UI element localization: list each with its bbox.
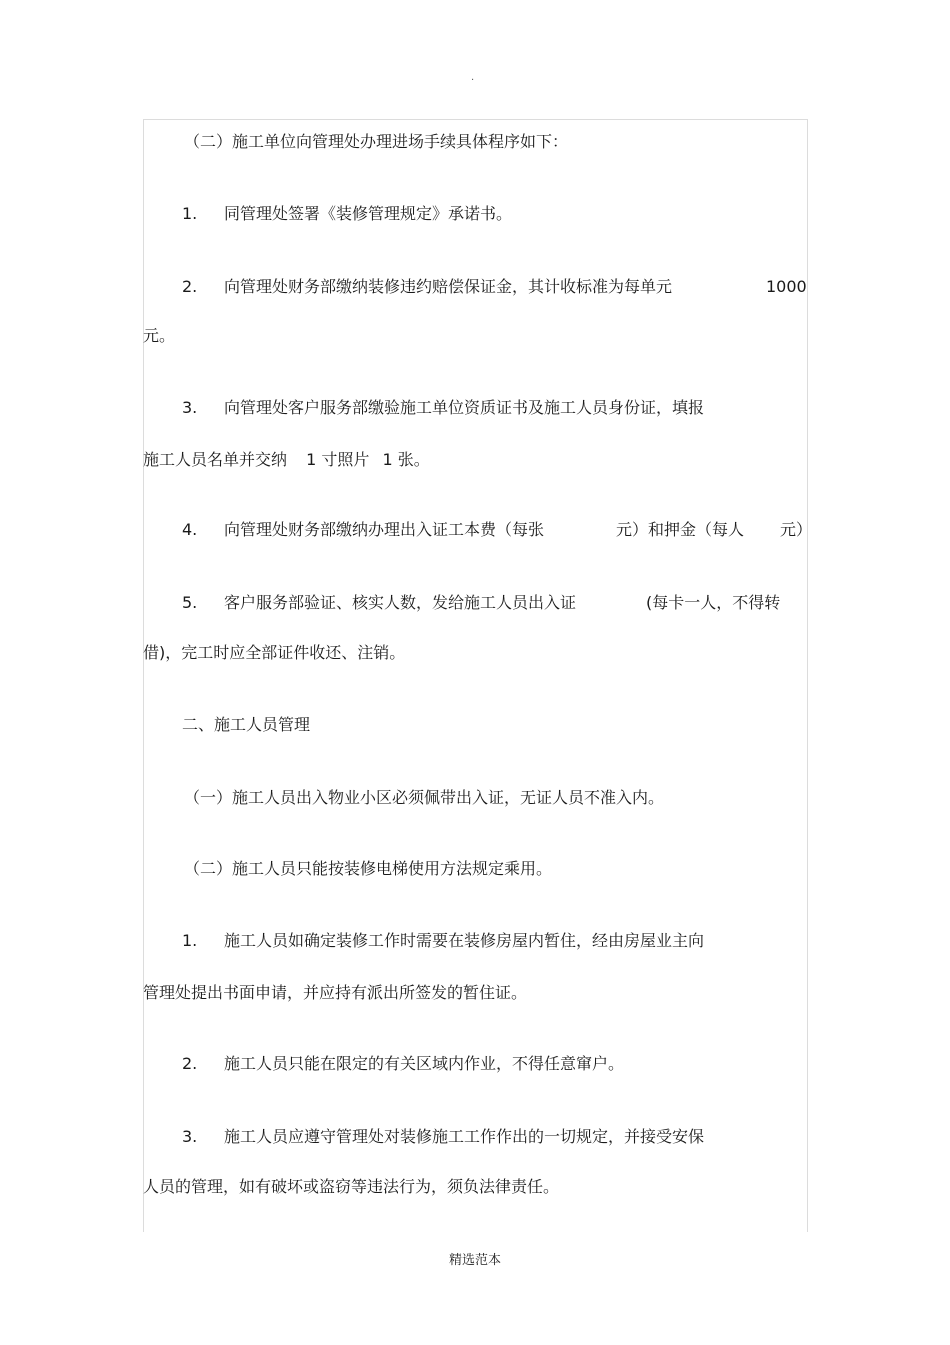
item-text: 向管理处财务部缴纳装修违约赔偿保证金，其计收标准为每单元 <box>224 277 673 296</box>
page-footer: 精选范本 <box>448 1253 501 1268</box>
list-item-2 <box>182 277 672 297</box>
section-heading-personnel: 二、施工人员管理 <box>182 715 311 734</box>
list-item-j3-continuation: 人员的管理，如有破坏或盗窃等违法行为，须负法律责任。 <box>143 1177 560 1196</box>
list-item-j1-continuation: 管理处提出书面申请，并应持有派出所签发的暂住证。 <box>143 983 528 1002</box>
list-item-4-fee-part: 元）和押金（每人 <box>616 520 745 539</box>
item-number: 4. <box>182 520 198 539</box>
list-item-j1 <box>182 931 704 951</box>
item-text: 客户服务部验证、核实人数，发给施工人员出入证 <box>224 593 577 612</box>
item-text: 施工人员应遵守管理处对装修施工工作作出的一切规定，并接受安保 <box>224 1127 705 1146</box>
item-number: 3. <box>182 398 198 417</box>
item-number: 2. <box>182 1054 198 1073</box>
list-item-4-end: 元） <box>780 520 813 539</box>
list-item-2-continuation: 元。 <box>143 326 176 345</box>
list-item-1 <box>182 204 512 224</box>
top-dot-mark: . <box>471 72 475 83</box>
list-item-j3 <box>182 1127 704 1147</box>
item-text: 向管理处客户服务部缴验施工单位资质证书及施工人员身份证，填报 <box>224 398 705 417</box>
item-number: 1. <box>182 204 198 223</box>
list-item-5-continuation: 借)，完工时应全部证件收还、注销。 <box>143 643 406 662</box>
list-item-3-continuation <box>143 450 430 470</box>
photo-size: 1 寸照片 <box>306 450 370 469</box>
item-text: 施工人员只能在限定的有关区域内作业，不得任意窜户。 <box>224 1054 625 1073</box>
section-heading-2: （二）施工单位向管理处办理进场手续具体程序如下： <box>184 132 569 151</box>
photo-count: 1 张。 <box>382 450 430 469</box>
list-item-4 <box>182 520 544 540</box>
list-item-5-note: (每卡一人，不得转 <box>646 593 781 612</box>
item-text: 施工人员如确定装修工作时需要在装修房屋内暂住，经由房屋业主向 <box>224 931 705 950</box>
list-item-5 <box>182 593 576 613</box>
item-text: 向管理处财务部缴纳办理出入证工本费（每张 <box>224 520 545 539</box>
paragraph-elevator: （二）施工人员只能按装修电梯使用方法规定乘用。 <box>184 859 553 878</box>
list-item-j2 <box>182 1054 624 1074</box>
deposit-amount: 1000 <box>766 277 807 296</box>
continuation-text: 施工人员名单并交纳 <box>143 450 288 469</box>
item-number: 5. <box>182 593 198 612</box>
item-number: 1. <box>182 931 198 950</box>
item-number: 2. <box>182 277 198 296</box>
list-item-3 <box>182 398 704 418</box>
item-number: 3. <box>182 1127 198 1146</box>
item-text: 同管理处签署《装修管理规定》承诺书。 <box>224 204 513 223</box>
paragraph-entry-pass: （一）施工人员出入物业小区必须佩带出入证，无证人员不准入内。 <box>184 788 665 807</box>
